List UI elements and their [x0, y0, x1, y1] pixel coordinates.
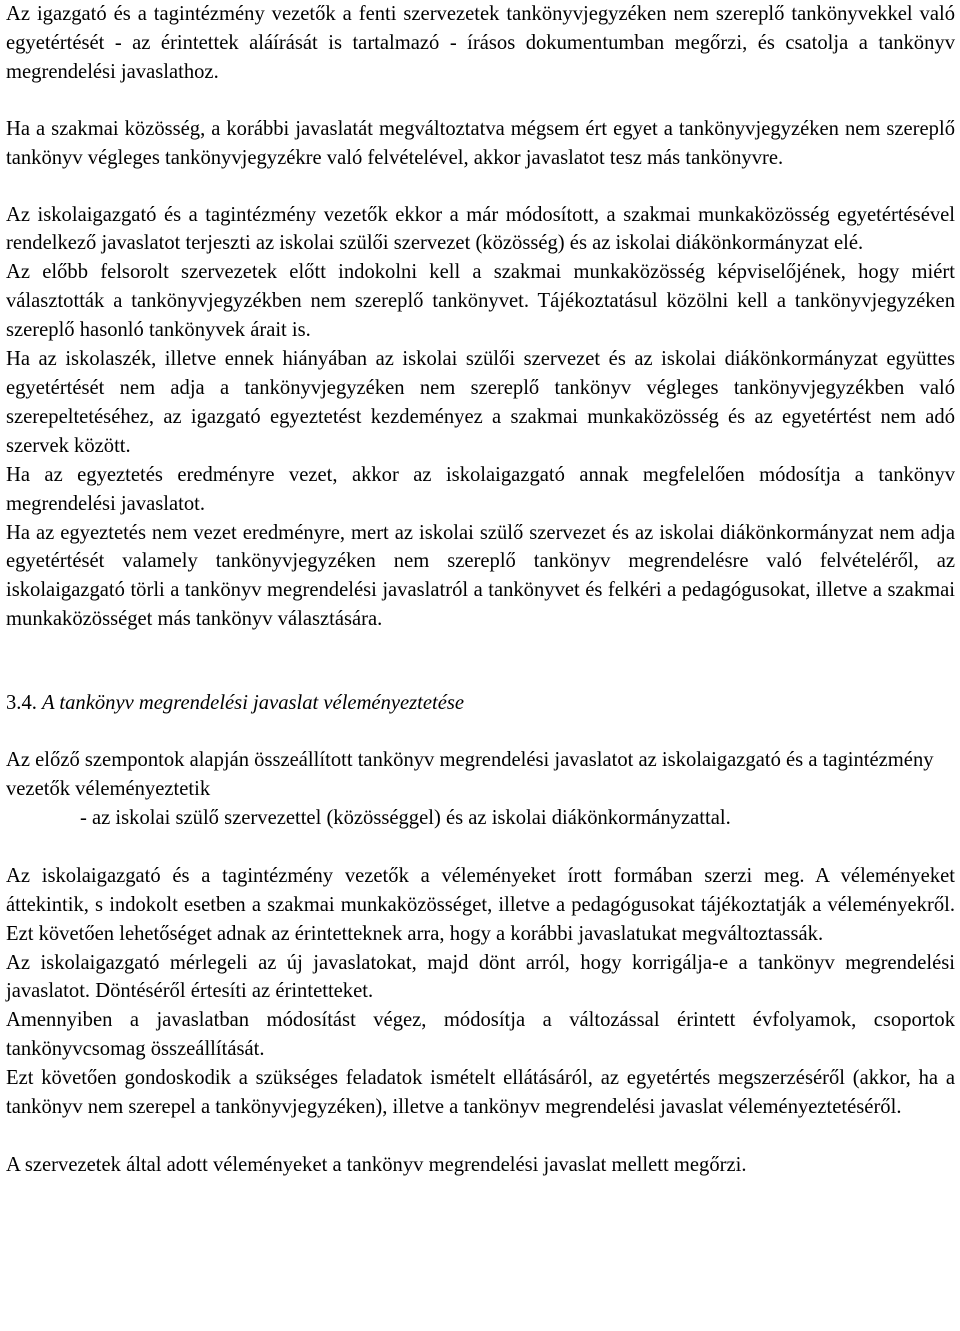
paragraph-3: Az iskolaigazgató és a tagintézmény vezetők ekkor a már módosított, a szakmai munkaközösség egyetértésével rendelkező javaslatot terjeszti az iskolai szülői szervezet (közösség) és az iskolai diákönkormányzat elé.: [6, 203, 955, 255]
paragraph-4: Az előbb felsorolt szervezetek előtt indokolni kell a szakmai munkaközösség képviselőjének, hogy miért választották a tankönyvjegyzékben nem szereplő tankönyvet. Tájékoztatásul közölni kell a tankönyvjegyzéken szereplő hasonló tankönyvek árait is.: [6, 261, 955, 342]
section-paragraph-3: Az iskolaigazgató mérlegeli az új javaslatokat, majd dönt arról, hogy korrigálja-e a tankönyv megrendelési javaslatot. Döntéséről értesíti az érintetteket.: [6, 951, 955, 1003]
paragraph-6: Ha az egyeztetés eredményre vezet, akkor az iskolaigazgató annak megfelelően módosítja a tankönyv megrendelési javaslatot.: [6, 463, 955, 515]
section-title: A tankönyv megrendelési javaslat véleményeztetése: [42, 692, 465, 715]
section-number: 3.4.: [6, 692, 37, 715]
paragraph-2: Ha a szakmai közösség, a korábbi javaslatát megváltoztatva mégsem ért egyet a tankönyvjegyzéken nem szereplő tankönyv végleges tankönyvjegyzékre való felvételével, akkor javaslatot tesz más tankönyvre.: [6, 117, 955, 169]
section-paragraph-4: Amennyiben a javaslatban módosítást végez, módosítja a változással érintett évfolyamok, csoportok tankönyvcsomag összeállítását.: [6, 1009, 955, 1061]
section-paragraph-1: Az előző szempontok alapján összeállított tankönyv megrendelési javaslatot az iskolaigazgató és a tagintézmény vezetők véleményeztetik: [6, 749, 934, 801]
section-paragraph-5: Ezt követően gondoskodik a szükséges feladatok ismételt ellátásáról, az egyetértés megszerzéséről (akkor, ha a tankönyv nem szerepel a tankönyvjegyzéken), illetve a tankönyv megrendelési javaslat véleményeztetéséről.: [6, 1067, 955, 1119]
paragraph-1: Az igazgató és a tagintézmény vezetők a fenti szervezetek tankönyvjegyzéken nem szereplő tankönyvekkel való egyetértését - az érintettek aláírását is tartalmazó - írásos dokumentumban megőrzi, és csatolja a tankönyv megrendelési javaslathoz.: [6, 3, 955, 83]
paragraph-7: Ha az egyeztetés nem vezet eredményre, mert az iskolai szülő szervezet és az iskolai diákönkormányzat nem adja egyetértését valamely tankönyvjegyzéken nem szereplő tankönyv megrendelésre való felvételéről, az iskolaigazgató törli a tankönyv megrendelési javaslatról a tankönyvet és felkéri a pedagógusokat, illetve a szakmai munkaközösséget más tankönyv választására.: [6, 521, 955, 631]
document-page: [6, 0, 955, 1180]
section-paragraph-6: A szervezetek által adott véleményeket a tankönyv megrendelési javaslat mellett megőrzi.: [6, 1154, 747, 1176]
paragraph-5: Ha az iskolaszék, illetve ennek hiányában az iskolai szülői szervezet és az iskolai diákönkormányzat együttes egyetértését nem adja a tankönyvjegyzéken nem szereplő tankönyv végleges tankönyvjegyzékben való szerepeltetéséhez, az igazgató egyeztetést kezdeményez a szakmai munkaközösség és az egyetértést nem adó szervek között.: [6, 348, 955, 457]
section-heading: [6, 689, 955, 717]
section-paragraph-2: Az iskolaigazgató és a tagintézmény vezetők a véleményeket írott formában szerzi meg. A véleményeket áttekintik, s indokolt esetben a szakmai munkaközösséget, illetve a pedagógusokat tájékoztatják a véleményekről. Ezt követően lehetőséget adnak az érintetteknek arra, hogy a korábbi javaslatukat megváltoztassák.: [6, 864, 955, 945]
section-list-item: - az iskolai szülő szervezettel (közösséggel) és az iskolai diákönkormányzattal.: [80, 806, 731, 829]
